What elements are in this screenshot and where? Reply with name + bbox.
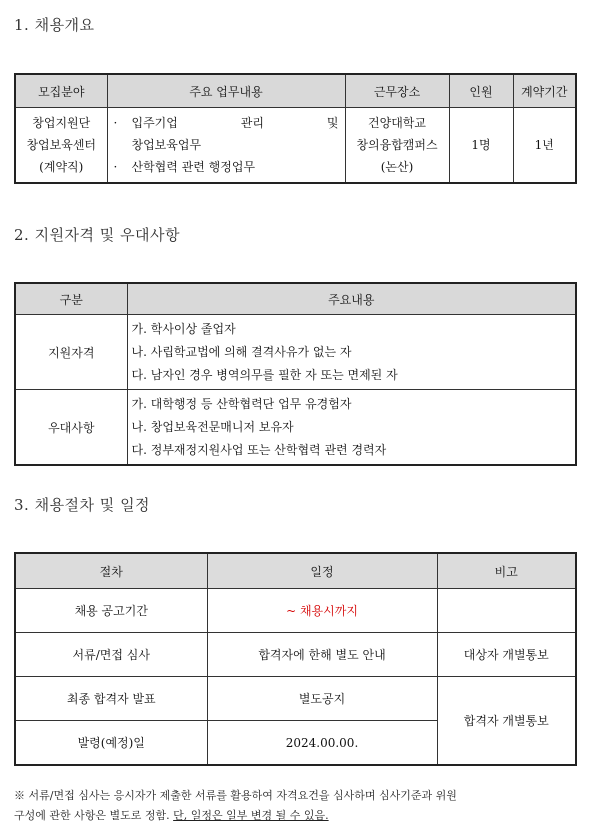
section-1-title: 1. 채용개요 (14, 16, 95, 34)
header-category: 구분 (15, 283, 127, 315)
header-headcount: 인원 (449, 74, 513, 108)
field-line: 창업지원단 (32, 116, 91, 130)
field-line: (계약직) (39, 160, 84, 174)
table-header-row (15, 553, 576, 589)
qualification-items (127, 315, 576, 390)
table-row (15, 677, 576, 721)
table-row (15, 589, 576, 633)
preference-label: 우대사항 (15, 390, 127, 466)
schedule-table (14, 552, 577, 766)
duty-word: 입주기업 (131, 116, 178, 130)
list-item: 다. 정부재정지원사업 또는 산학협력 관련 경력자 (131, 442, 387, 457)
list-item: 가. 학사이상 졸업자 (131, 321, 236, 336)
header-note: 비고 (437, 553, 576, 589)
header-field: 모집분야 (15, 74, 107, 108)
table-row (15, 633, 576, 677)
duty-continuation: 창업보육업무 (131, 138, 202, 152)
step-cell: 최종 합격자 발표 (15, 677, 207, 721)
field-line: 창업보육센터 (26, 138, 97, 152)
duties-cell (107, 108, 345, 184)
duty-text: 산학협력 관련 행정업무 (131, 160, 256, 174)
field-cell (15, 108, 107, 184)
header-period: 계약기간 (513, 74, 576, 108)
note-cell: 합격자 개별통보 (437, 677, 576, 766)
period-cell: 1년 (513, 108, 576, 184)
section-2-title: 2. 지원자격 및 우대사항 (14, 226, 181, 244)
qualification-label: 지원자격 (15, 315, 127, 390)
header-duties: 주요 업무내용 (107, 74, 345, 108)
header-location: 근무장소 (345, 74, 449, 108)
footnote-line-2 (14, 806, 589, 826)
list-item: 나. 사립학교법에 의해 결격사유가 없는 자 (131, 344, 352, 359)
duty-item (114, 156, 339, 178)
duty-word: 및 (326, 116, 339, 130)
step-cell: 채용 공고기간 (15, 589, 207, 633)
step-cell: 서류/면접 심사 (15, 633, 207, 677)
headcount-cell: 1명 (449, 108, 513, 184)
location-line: 창의융합캠퍼스 (356, 138, 438, 152)
header-step: 절차 (15, 553, 207, 589)
location-line: 건양대학교 (368, 116, 426, 130)
table-row (15, 315, 576, 390)
schedule-cell: ~ 채용시까지 (207, 589, 437, 633)
footnote-underlined-text: 단, 일정은 일부 변경 될 수 있음. (173, 809, 329, 822)
table-header-row (15, 74, 576, 108)
duty-word: 관리 (240, 116, 264, 130)
qualification-table (14, 282, 577, 466)
schedule-cell: 합격자에 한해 별도 안내 (207, 633, 437, 677)
schedule-cell: 2024.00.00. (207, 721, 437, 766)
section-3-title: 3. 채용절차 및 일정 (14, 496, 151, 514)
table-row (15, 108, 576, 184)
location-cell (345, 108, 449, 184)
step-cell: 발령(예정)일 (15, 721, 207, 766)
recruitment-overview-table (14, 73, 577, 184)
list-item: 다. 남자인 경우 병역의무를 필한 자 또는 면제된 자 (131, 367, 398, 382)
footnote-text: 구성에 관한 사항은 별도로 정함. (14, 809, 170, 822)
table-header-row (15, 283, 576, 315)
location-line: (논산) (380, 160, 414, 174)
footnote (14, 786, 589, 826)
header-schedule: 일정 (207, 553, 437, 589)
bullet-icon: · (113, 116, 118, 130)
preference-items (127, 390, 576, 466)
header-content: 주요내용 (127, 283, 576, 315)
schedule-cell: 별도공지 (207, 677, 437, 721)
table-row (15, 390, 576, 466)
duty-item (114, 112, 339, 134)
note-cell: 대상자 개별통보 (437, 633, 576, 677)
note-cell (437, 589, 576, 633)
list-item: 가. 대학행정 등 산학협력단 업무 유경험자 (131, 396, 352, 411)
footnote-line-1: ※ 서류/면접 심사는 응시자가 제출한 서류를 활용하여 자격요건을 심사하며 심사기준과 위원 (14, 789, 457, 802)
list-item: 나. 창업보육전문매니저 보유자 (131, 419, 294, 434)
bullet-icon: · (113, 160, 118, 174)
